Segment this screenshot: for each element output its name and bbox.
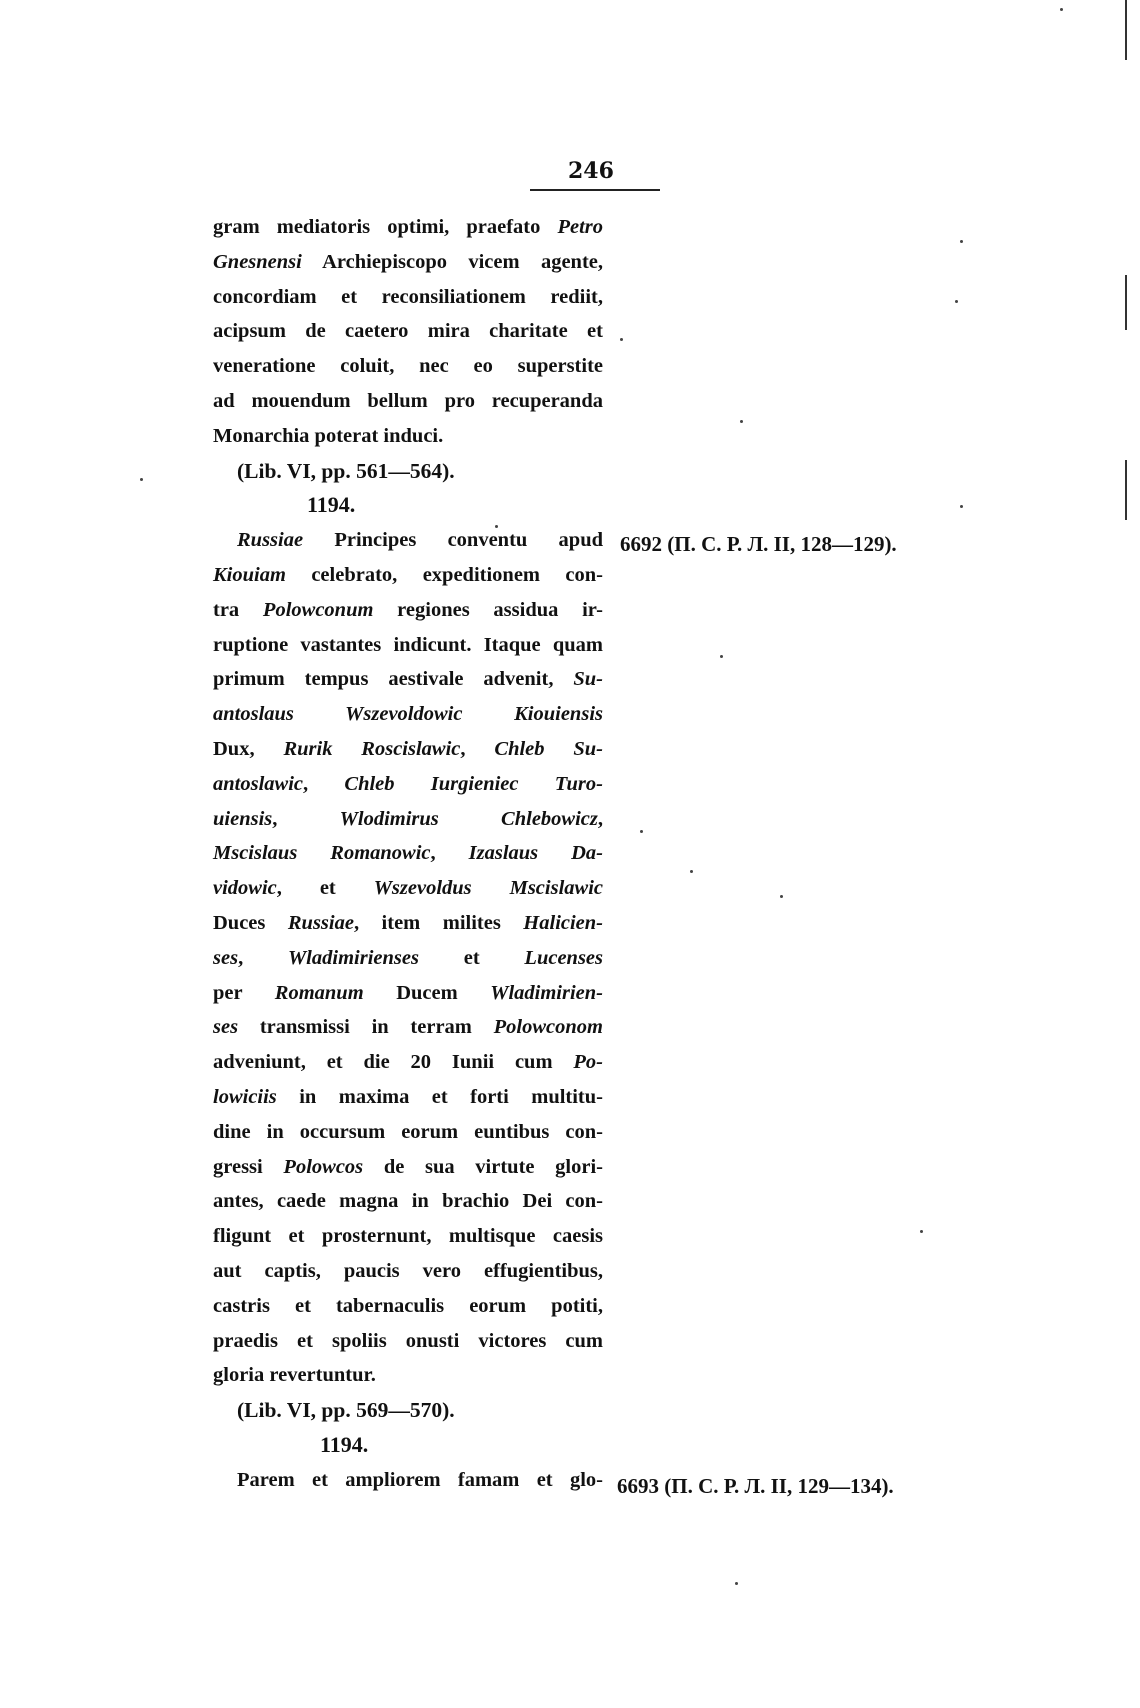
scan-speck	[720, 655, 723, 658]
text-line	[237, 1463, 603, 1497]
text-segment: gressi	[213, 1155, 284, 1178]
text-line	[213, 384, 603, 418]
italic-name: Chleb Iurgieniec Turo-	[344, 772, 603, 795]
text-line	[213, 1324, 603, 1358]
text-line	[213, 558, 603, 592]
scan-speck	[640, 830, 643, 833]
text-segment: primum tempus aestivale advenit,	[213, 668, 574, 691]
text-segment: et	[418, 946, 525, 969]
text-segment: de sua virtute glori-	[363, 1155, 603, 1178]
text-segment: Duces	[213, 912, 288, 934]
text-line	[213, 906, 603, 940]
text-line	[213, 732, 603, 766]
scan-speck	[960, 240, 963, 243]
text-segment: ad mouendum bellum pro recuperanda	[213, 390, 603, 412]
text-line	[213, 1150, 603, 1184]
text-line	[213, 836, 603, 870]
text-segment: Monarchia poterat induci.	[213, 424, 444, 447]
scan-speck	[740, 420, 743, 423]
text-line	[307, 488, 355, 522]
scan-speck	[735, 1582, 738, 1585]
italic-name: Wladimirienses	[287, 946, 419, 969]
italic-name: uiensis	[213, 807, 273, 830]
italic-name: antoslaus Wszevoldowic Kiouiensis	[213, 703, 603, 726]
text-segment: 1194.	[320, 1432, 369, 1457]
text-segment: gloria revertuntur.	[213, 1364, 376, 1387]
text-segment: tra	[213, 598, 263, 621]
text-line	[213, 1219, 603, 1253]
text-line	[213, 280, 603, 314]
italic-name: lowiciis	[213, 1086, 277, 1108]
italic-name: Polowcos	[283, 1155, 364, 1178]
text-segment: , et	[276, 877, 374, 900]
text-segment: , item milites	[353, 912, 524, 934]
italic-name: Russiae	[237, 529, 304, 552]
text-line	[213, 871, 603, 905]
text-line	[213, 1010, 603, 1044]
text-segment: celebrato, expeditionem con-	[285, 564, 603, 586]
italic-name: Gnesnensi	[213, 250, 302, 273]
text-segment: regiones assidua ir-	[373, 598, 603, 621]
text-segment: Dux,	[213, 738, 284, 760]
italic-name: Lucenses	[524, 946, 603, 969]
italic-name: Russiae	[287, 912, 354, 934]
scan-speck	[955, 300, 958, 303]
text-segment: concordiam et reconsiliationem rediit,	[213, 285, 603, 308]
scan-speck	[780, 895, 783, 898]
italic-name: Rurik Roscislawic	[283, 738, 461, 760]
italic-name: Wszevoldus Mscislawic	[373, 877, 603, 900]
text-line	[213, 1184, 603, 1218]
scan-speck	[960, 505, 963, 508]
text-segment: veneratione coluit, nec eo superstite	[213, 355, 603, 378]
text-line	[213, 245, 603, 279]
text-line	[213, 802, 603, 836]
text-line	[237, 1393, 455, 1427]
scan-speck	[920, 1230, 923, 1233]
italic-name: vidowic	[213, 877, 277, 900]
text-line	[213, 1115, 603, 1149]
text-segment: aut captis, paucis vero effugientibus,	[213, 1260, 603, 1282]
text-line	[213, 349, 603, 383]
text-line	[213, 593, 603, 627]
scan-edge-mark	[1125, 0, 1127, 60]
text-segment: ruptione vastantes indicunt. Itaque quam	[213, 633, 603, 656]
italic-name: ses	[213, 946, 239, 969]
italic-name: Po-	[573, 1051, 603, 1074]
text-segment: ,	[597, 807, 603, 830]
text-line	[213, 767, 603, 801]
text-segment: ,	[460, 738, 495, 760]
text-line	[213, 1358, 376, 1392]
text-segment: gram mediatoris optimi, praefato	[213, 216, 558, 238]
text-segment: acipsum de caetero mira charitate et	[213, 320, 603, 343]
text-line	[320, 1428, 368, 1462]
text-line	[213, 210, 603, 244]
text-segment: adveniunt, et die 20 Iunii cum	[213, 1051, 574, 1074]
italic-name: Chleb Su-	[494, 738, 603, 760]
text-segment: castris et tabernaculis eorum potiti,	[213, 1294, 603, 1317]
text-line	[213, 1289, 603, 1323]
scan-speck	[495, 525, 498, 528]
scan-speck	[620, 338, 623, 341]
text-line	[213, 976, 603, 1010]
text-line	[213, 1080, 603, 1114]
scan-speck	[1060, 8, 1063, 11]
text-line	[237, 454, 455, 488]
text-line	[213, 628, 603, 662]
italic-name: Wladimirien-	[490, 981, 603, 1004]
italic-name: Petro	[557, 216, 603, 238]
text-segment: Principes conventu apud	[303, 529, 603, 552]
text-segment: (Lib. VI, pp. 569—570).	[237, 1398, 455, 1423]
text-segment: ,	[238, 946, 288, 969]
italic-name: antoslawic	[213, 772, 303, 795]
text-segment: Ducem	[363, 981, 491, 1004]
text-segment: ,	[272, 807, 340, 830]
italic-name: Polowconum	[262, 598, 374, 621]
text-segment: per	[213, 981, 275, 1004]
scan-speck	[690, 870, 693, 873]
text-segment: Archiepiscopo vicem agente,	[301, 250, 603, 273]
italic-name: Polowconom	[493, 1016, 603, 1039]
text-segment: transmissi in terram	[238, 1016, 494, 1039]
scan-edge-mark	[1125, 460, 1127, 520]
margin-note-chronicle-ref: 6692 (П. С. Р. Л. II, 128—129).	[620, 532, 897, 556]
page-number: 246	[568, 158, 614, 184]
italic-name: Mscislaus Romanowic	[213, 842, 431, 865]
text-line	[213, 662, 603, 696]
italic-name: Halicien-	[523, 912, 604, 934]
text-segment: praedis et spoliis onusti victores cum	[213, 1329, 603, 1352]
text-segment: 1194.	[307, 492, 356, 518]
text-segment: ,	[430, 842, 469, 865]
header-rule	[530, 189, 660, 191]
text-line	[213, 697, 603, 731]
text-segment: dine in occursum eorum euntibus con-	[213, 1120, 603, 1143]
text-line	[213, 1045, 603, 1079]
italic-name: Wlodimirus Chlebowicz	[339, 807, 598, 830]
text-segment: (Lib. VI, pp. 561—564).	[237, 458, 455, 483]
text-segment: ,	[303, 772, 345, 795]
text-line	[213, 941, 603, 975]
text-segment: fligunt et prosternunt, multisque caesis	[213, 1225, 603, 1248]
text-line	[213, 314, 603, 348]
text-line	[213, 419, 443, 453]
text-segment: antes, caede magna in brachio Dei con-	[213, 1190, 603, 1213]
italic-name: Su-	[573, 668, 603, 691]
italic-name: Izaslaus Da-	[468, 842, 604, 865]
scan-edge-mark	[1125, 275, 1127, 330]
text-line	[237, 523, 603, 557]
margin-note-chronicle-ref: 6693 (П. С. Р. Л. II, 129—134).	[617, 1474, 894, 1498]
text-segment: in maxima et forti multitu-	[276, 1086, 603, 1108]
italic-name: Kiouiam	[213, 564, 286, 586]
italic-name: ses	[213, 1016, 239, 1039]
italic-name: Romanum	[274, 981, 364, 1004]
text-segment: Parem et ampliorem famam et glo-	[237, 1468, 603, 1491]
text-line	[213, 1254, 603, 1288]
scan-speck	[140, 478, 143, 481]
